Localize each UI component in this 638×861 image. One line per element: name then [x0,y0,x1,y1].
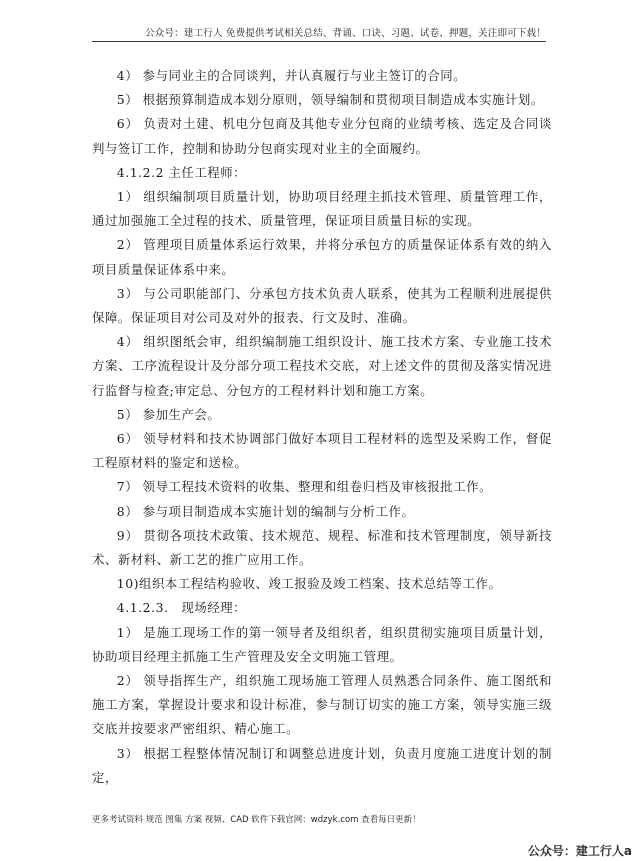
paragraph: 3） 与公司职能部门、分承包方技术负责人联系，使其为工程顺利进展提供保障。保证项目对公司及对外的报表、行文及时、准确。 [92,285,552,326]
paragraph: 7） 领导工程技术资料的收集、整理和组卷归档及审核报批工作。 [116,479,493,495]
paragraph: 2） 管理项目质量体系运行效果，并将分承包方的质量保证体系有效的纳入项目质量保证体系中来。 [92,237,552,277]
paragraph: 4） 组织图纸会审，组织编制施工组织设计、施工技术方案、专业施工技术方案、工序流程设计及分部分项工程技术交底，对上述文件的贯彻及落实情况进行监督与检查;审定总、分包方的工程材料计划和施工方案。 [92,334,552,398]
paragraph: 6） 领导材料和技术协调部门做好本项目工程材料的选型及采购工作，督促工程原材料的鉴定和送检。 [92,431,552,471]
paragraph: 3） 根据工程整体情况制订和调整总进度计划，负责月度施工进度计划的制定， [92,745,552,785]
document-body [92,64,552,790]
paragraph: 5） 参加生产会。 [116,406,221,422]
page-footer: 更多考试资料 规范 图集 方案 视频、CAD 软件下载官网：wdzyk.com 查看每日更新！ [92,815,421,825]
paragraph: 5） 根据预算制造成本划分原则，领导编制和贯彻项目制造成本实施计划。 [116,92,544,108]
paragraph: 9） 贯彻各项技术政策、技术规范、规程、标准和技术管理制度，领导新技术、新材料、新工艺的推广应用工作。 [92,527,552,568]
watermark-label: 公众号：建工行人a [527,844,632,858]
paragraph: 2） 领导指挥生产，组织施工现场施工管理人员熟悉合同条件、施工图纸和施工方案，掌握设计要求和设计标准，参与制订切实的施工方案，领导实施三级交底并按要求严密组织、精心施工。 [92,673,552,737]
paragraph: 8） 参与项目制造成本实施计划的编制与分析工作。 [116,503,415,519]
section-heading: 4.1.2.3. 现场经理： [116,600,247,616]
paragraph: 6） 负责对土建、机电分包商及其他专业分包商的业绩考核、选定及合同谈判与签订工作，控制和协助分包商实现对业主的全面履约。 [92,116,552,156]
header-divider [92,41,546,42]
header-notice: 公众号：建工行人 免费提供考试相关总结、背诵、口诀、习题、试卷、押题，关注即可下载！ [145,28,546,39]
page-header [0,0,638,44]
section-heading: 4.1.2.2 主任工程师： [116,164,247,180]
paragraph: 1） 是施工现场工作的第一领导者及组织者，组织贯彻实施项目质量计划，协助项目经理主抓施工生产管理及安全文明施工管理。 [92,624,552,664]
paragraph: 4） 参与同业主的合同谈判，并认真履行与业主签订的合同。 [116,68,467,83]
paragraph: 1） 组织编制项目质量计划，协助项目经理主抓技术管理、质量管理工作，通过加强施工全过程的技术、质量管理，保证项目质量目标的实现。 [92,189,552,229]
paragraph: 10)组织本工程结构验收、竣工报验及竣工档案、技术总结等工作。 [116,576,502,592]
